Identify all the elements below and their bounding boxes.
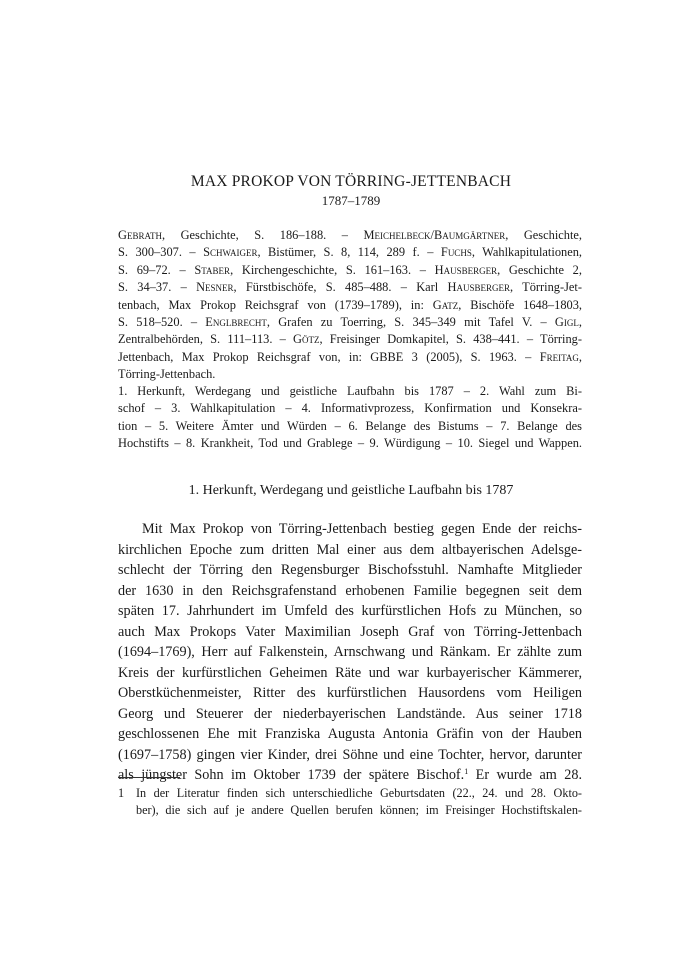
author-name: Staber bbox=[194, 262, 231, 277]
bibliography-text: , Bistümer, S. 8, 114, 289 f. – bbox=[257, 245, 441, 260]
bibliography-line bbox=[118, 331, 582, 348]
bibliography-text: , Kirchengeschichte, S. 161–163. – bbox=[230, 262, 435, 277]
footnote-text-2: ber), die sich auf je andere Quellen berufen können; im Freisinger Hochstiftskalen- bbox=[136, 803, 582, 818]
contents-line: schof – 3. Wahlkapitulation – 4. Informativprozess, Konfirmation und Konsekra- bbox=[118, 401, 582, 416]
chapter-title: MAX PROKOP VON TÖRRING-JETTENBACH bbox=[190, 173, 512, 190]
section-heading: 1. Herkunft, Werdegang und geistliche Laufbahn bis 1787 bbox=[188, 483, 514, 498]
body-line: Mit Max Prokop von Törring-Jettenbach bestieg gegen Ende der reichs- bbox=[142, 521, 582, 537]
footnote-marker: 1 bbox=[464, 767, 469, 776]
bibliography-block bbox=[118, 227, 582, 384]
contents-line: tion – 5. Weitere Ämter und Würden – 6. Belange des Bistums – 7. Belange des bbox=[118, 418, 582, 433]
bibliography-text: S. 34–37. – bbox=[118, 280, 197, 295]
author-name: Gebrath bbox=[118, 228, 162, 242]
author-name: Englbrecht bbox=[205, 315, 267, 330]
author-name: Hausberger bbox=[434, 262, 498, 277]
bibliography-text: S. 518–520. – bbox=[118, 315, 206, 330]
chapter-years: 1787–1789 bbox=[321, 193, 381, 208]
footnote-text-1: In der Literatur finden sich unterschiedliche Geburtsdaten (22., 24. und 28. Okto- bbox=[136, 786, 582, 800]
contents-line: 1. Herkunft, Werdegang und geistliche Laufbahn bis 1787 – 2. Wahl zum Bi- bbox=[118, 384, 582, 398]
author-name: Fuchs bbox=[440, 245, 472, 260]
body-line: Georg und Steuerer der niederbayerischen Landstände. Aus seiner 1718 bbox=[118, 705, 582, 722]
bibliography-text: , Geschichte, bbox=[505, 228, 582, 242]
author-name: Götz bbox=[293, 332, 320, 347]
body-line: späten 17. Jahrhundert im Umfeld des kurfürstlichen Hofs zu München, so bbox=[118, 603, 582, 619]
footnote-number: 1 bbox=[118, 786, 125, 800]
body-line: geschlossenen Ehe mit Franziska Augusta Antonia Gräfin von der Hauben bbox=[118, 726, 582, 742]
body-line: Kreis der kurfürstlichen Geheimen Räte und war kurbayerischer Kämmerer, bbox=[118, 664, 582, 681]
bibliography-line bbox=[118, 262, 582, 279]
bibliography-text: , Bischöfe 1648–1803, bbox=[458, 297, 582, 312]
body-line: Oberstküchenmeister, Ritter des kurfürstlichen Hausordens vom Heiligen bbox=[118, 685, 582, 701]
author-name: Schwaiger bbox=[203, 245, 258, 260]
contents-overview bbox=[118, 383, 582, 453]
bibliography-text: Törring-Jettenbach. bbox=[118, 367, 216, 382]
bibliography-text: , bbox=[578, 315, 582, 330]
bibliography-line bbox=[118, 349, 582, 366]
bibliography-text: , bbox=[578, 349, 582, 364]
bibliography-text: , Wahlkapitulationen, bbox=[471, 245, 582, 260]
author-name: Nesner bbox=[196, 280, 234, 295]
author-name: Freitag bbox=[539, 349, 579, 364]
body-line: (1694–1769), Herr auf Falkenstein, Arnschwang und Ränkam. Er zählte zum bbox=[118, 644, 582, 660]
body-line: schlecht der Törring den Regensburger Bischofsstuhl. Namhafte Mitglieder bbox=[118, 562, 582, 578]
bibliography-text: , Fürstbischöfe, S. 485–488. – Karl bbox=[233, 280, 448, 295]
author-name: Gigl bbox=[554, 315, 579, 330]
bibliography-text: S. 69–72. – bbox=[118, 262, 195, 277]
bibliography-line bbox=[118, 244, 582, 261]
body-line: (1697–1758) gingen vier Kinder, drei Söhne und eine Tochter, hervor, darunter bbox=[118, 746, 582, 763]
bibliography-text: , Törring-Jet- bbox=[509, 280, 582, 295]
bibliography-text: , Geschichte 2, bbox=[497, 262, 582, 277]
bibliography-line bbox=[118, 227, 582, 244]
footnote-line bbox=[118, 785, 582, 802]
bibliography-text: Zentralbehörden, S. 111–113. – bbox=[118, 332, 294, 347]
body-line bbox=[118, 765, 582, 786]
body-line: der 1630 in den Reichsgrafenstand erhobenen Familie begegnen seit dem bbox=[118, 582, 582, 599]
author-name: Gatz bbox=[432, 297, 459, 312]
bibliography-text: , Grafen zu Toerring, S. 345–349 mit Tafel V. – bbox=[266, 315, 555, 330]
bibliography-line bbox=[118, 297, 582, 314]
bibliography-line bbox=[118, 314, 582, 331]
bibliography-text: , Geschichte, S. 186–188. – bbox=[161, 228, 364, 242]
bibliography-text: , Freisinger Domkapitel, S. 438–441. – Törring- bbox=[319, 332, 582, 347]
footnote bbox=[118, 785, 582, 820]
bibliography-line bbox=[118, 366, 582, 383]
body-text: als jüngster Sohn im Oktober 1739 der spätere Bischof. bbox=[118, 767, 465, 783]
footnote-rule bbox=[118, 777, 180, 778]
author-name: Meichelbeck/Baumgärtner bbox=[363, 228, 506, 242]
bibliography-line bbox=[118, 279, 582, 296]
bibliography-text: Jettenbach, Max Prokop Reichsgraf von, in: GBBE 3 (2005), S. 1963. – bbox=[118, 349, 540, 364]
author-name: Hausberger bbox=[447, 280, 510, 295]
body-line: kirchlichen Epoche zum dritten Mal einer aus dem altbayerischen Adelsge- bbox=[118, 541, 582, 558]
body-paragraph bbox=[118, 519, 582, 786]
contents-line: Hochstifts – 8. Krankheit, Tod und Grablege – 9. Würdigung – 10. Siegel und Wappen. bbox=[118, 436, 582, 451]
bibliography-text: S. 300–307. – bbox=[118, 245, 204, 260]
body-text: Er wurde am 28. bbox=[468, 767, 582, 783]
bibliography-text: tenbach, Max Prokop Reichsgraf von (1739–1789), in: bbox=[118, 297, 433, 312]
body-line: auch Max Prokops Vater Maximilian Joseph Graf von Törring-Jettenbach bbox=[118, 623, 582, 640]
